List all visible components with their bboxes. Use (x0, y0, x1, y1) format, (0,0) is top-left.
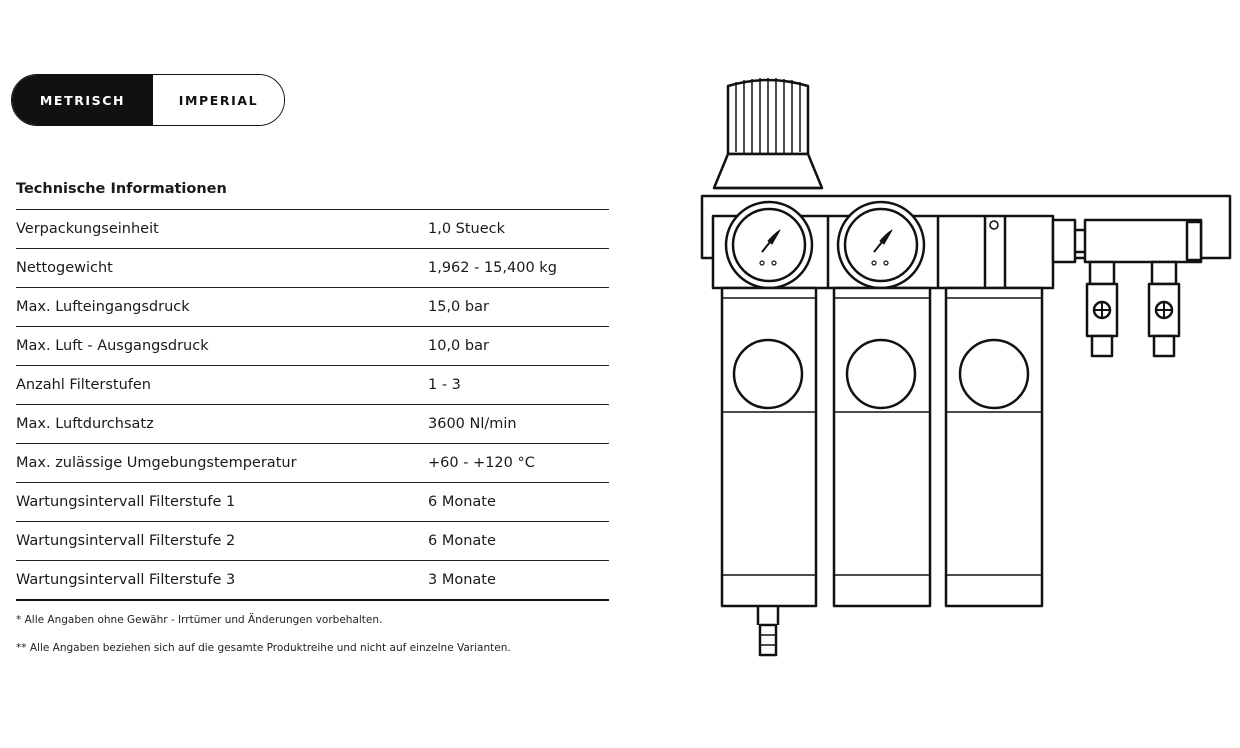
table-row (16, 483, 609, 522)
footnote-disclaimer: * Alle Angaben ohne Gewähr - Irrtümer und Änderungen vorbehalten. (16, 614, 383, 626)
table-row (16, 405, 609, 444)
technical-info-table (16, 170, 609, 601)
table-title: Technische Informationen (16, 170, 609, 210)
regulator-knob (728, 78, 808, 154)
pressure-gauge-icon (726, 202, 812, 288)
filter-bowl (946, 288, 1042, 606)
row-label: Verpackungseinheit (16, 221, 159, 237)
table-row (16, 288, 609, 327)
metric-button[interactable]: METRISCH (12, 75, 153, 125)
filter-bowl (722, 288, 816, 655)
row-value: 10,0 bar (428, 338, 489, 354)
row-label: Max. zulässige Umgebungstemperatur (16, 455, 297, 471)
row-label: Max. Luft - Ausgangsdruck (16, 338, 209, 354)
table-row (16, 327, 609, 366)
ball-valve-icon (1149, 262, 1179, 356)
table-row (16, 561, 609, 601)
table-row (16, 210, 609, 249)
pressure-gauge-icon (838, 202, 924, 288)
row-value: 1 - 3 (428, 377, 461, 393)
row-value: 1,0 Stueck (428, 221, 506, 237)
row-value: 15,0 bar (428, 299, 489, 315)
row-value: 3 Monate (428, 572, 496, 588)
row-label: Anzahl Filterstufen (16, 377, 151, 393)
footnote-scope: ** Alle Angaben beziehen sich auf die gesamte Produktreihe und nicht auf einzelne Varianten. (16, 642, 511, 654)
row-value: 6 Monate (428, 533, 496, 549)
ball-valve-icon (1087, 262, 1117, 356)
table-row (16, 444, 609, 483)
row-value: +60 - +120 °C (428, 455, 535, 471)
imperial-button[interactable]: IMPERIAL (153, 75, 284, 125)
row-value: 1,962 - 15,400 kg (428, 260, 557, 276)
table-row (16, 522, 609, 561)
unit-toggle (11, 74, 285, 126)
row-label: Wartungsintervall Filterstufe 1 (16, 494, 236, 510)
row-label: Max. Luftdurchsatz (16, 416, 154, 432)
table-row (16, 366, 609, 405)
regulator-neck (714, 154, 822, 188)
row-label: Nettogewicht (16, 260, 113, 276)
filter-bowl (834, 288, 930, 606)
row-value: 3600 Nl/min (428, 416, 517, 432)
row-label: Wartungsintervall Filterstufe 3 (16, 572, 236, 588)
filter-unit-illustration (690, 70, 1240, 670)
row-label: Max. Lufteingangsdruck (16, 299, 190, 315)
row-label: Wartungsintervall Filterstufe 2 (16, 533, 236, 549)
row-value: 6 Monate (428, 494, 496, 510)
table-row (16, 249, 609, 288)
outlet-manifold (1053, 220, 1201, 262)
vent-hole (990, 221, 998, 229)
